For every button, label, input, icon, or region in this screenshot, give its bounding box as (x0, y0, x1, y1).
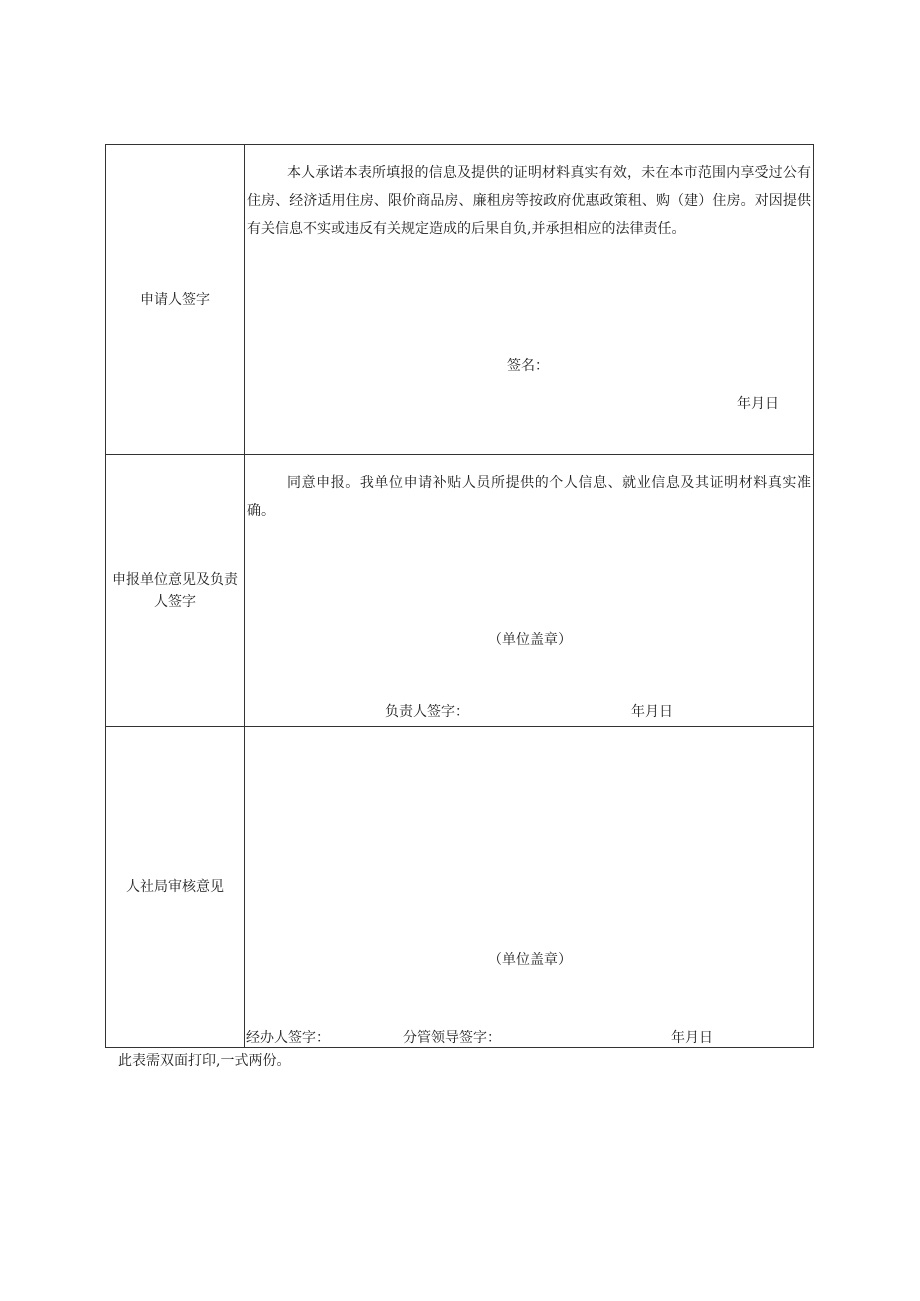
hr-bureau-review-cell (245, 727, 813, 1047)
commitment-statement: 本人承诺本表所填报的信息及提供的证明材料真实有效，未在本市范围内享受过公有住房、经济适用住房、限价商品房、廉租房等按政府优惠政策租、购（建）住房。对因提供有关信息不实或违反有关规定造成的后果自负,并承担相应的法律责任。 (247, 165, 811, 237)
hr-bureau-review-label: 人社局审核意见 (106, 727, 245, 1047)
leader-signature-field: 分管领导签字： (403, 1030, 501, 1046)
hr-bureau-review-row (106, 727, 813, 1047)
unit-opinion-cell (245, 455, 813, 726)
applicant-signature-label: 申请人签字 (106, 145, 245, 454)
unit-opinion-label: 申报单位意见及负责人签字 (106, 455, 245, 726)
applicant-signature-row (106, 145, 813, 455)
form-table (105, 144, 814, 1048)
bureau-date-field: 年月日 (671, 1030, 713, 1046)
unit-opinion-statement: 同意申报。我单位申请补贴人员所提供的个人信息、就业信息及其证明材料真实准确。 (247, 475, 811, 519)
unit-opinion-row (106, 455, 813, 727)
applicant-signature-field: 签名： (507, 358, 549, 374)
responsible-signature-field: 负责人签字： (385, 704, 469, 720)
bureau-seal-label: （单位盖章） (488, 952, 572, 968)
applicant-date-field: 年月日 (737, 396, 779, 412)
applicant-commitment-cell (245, 145, 813, 454)
print-footnote: 此表需双面打印,一式两份。 (118, 1053, 291, 1069)
unit-seal-label: （单位盖章） (488, 632, 572, 648)
handler-signature-field: 经办人签字： (246, 1030, 330, 1046)
unit-date-field: 年月日 (631, 704, 673, 720)
